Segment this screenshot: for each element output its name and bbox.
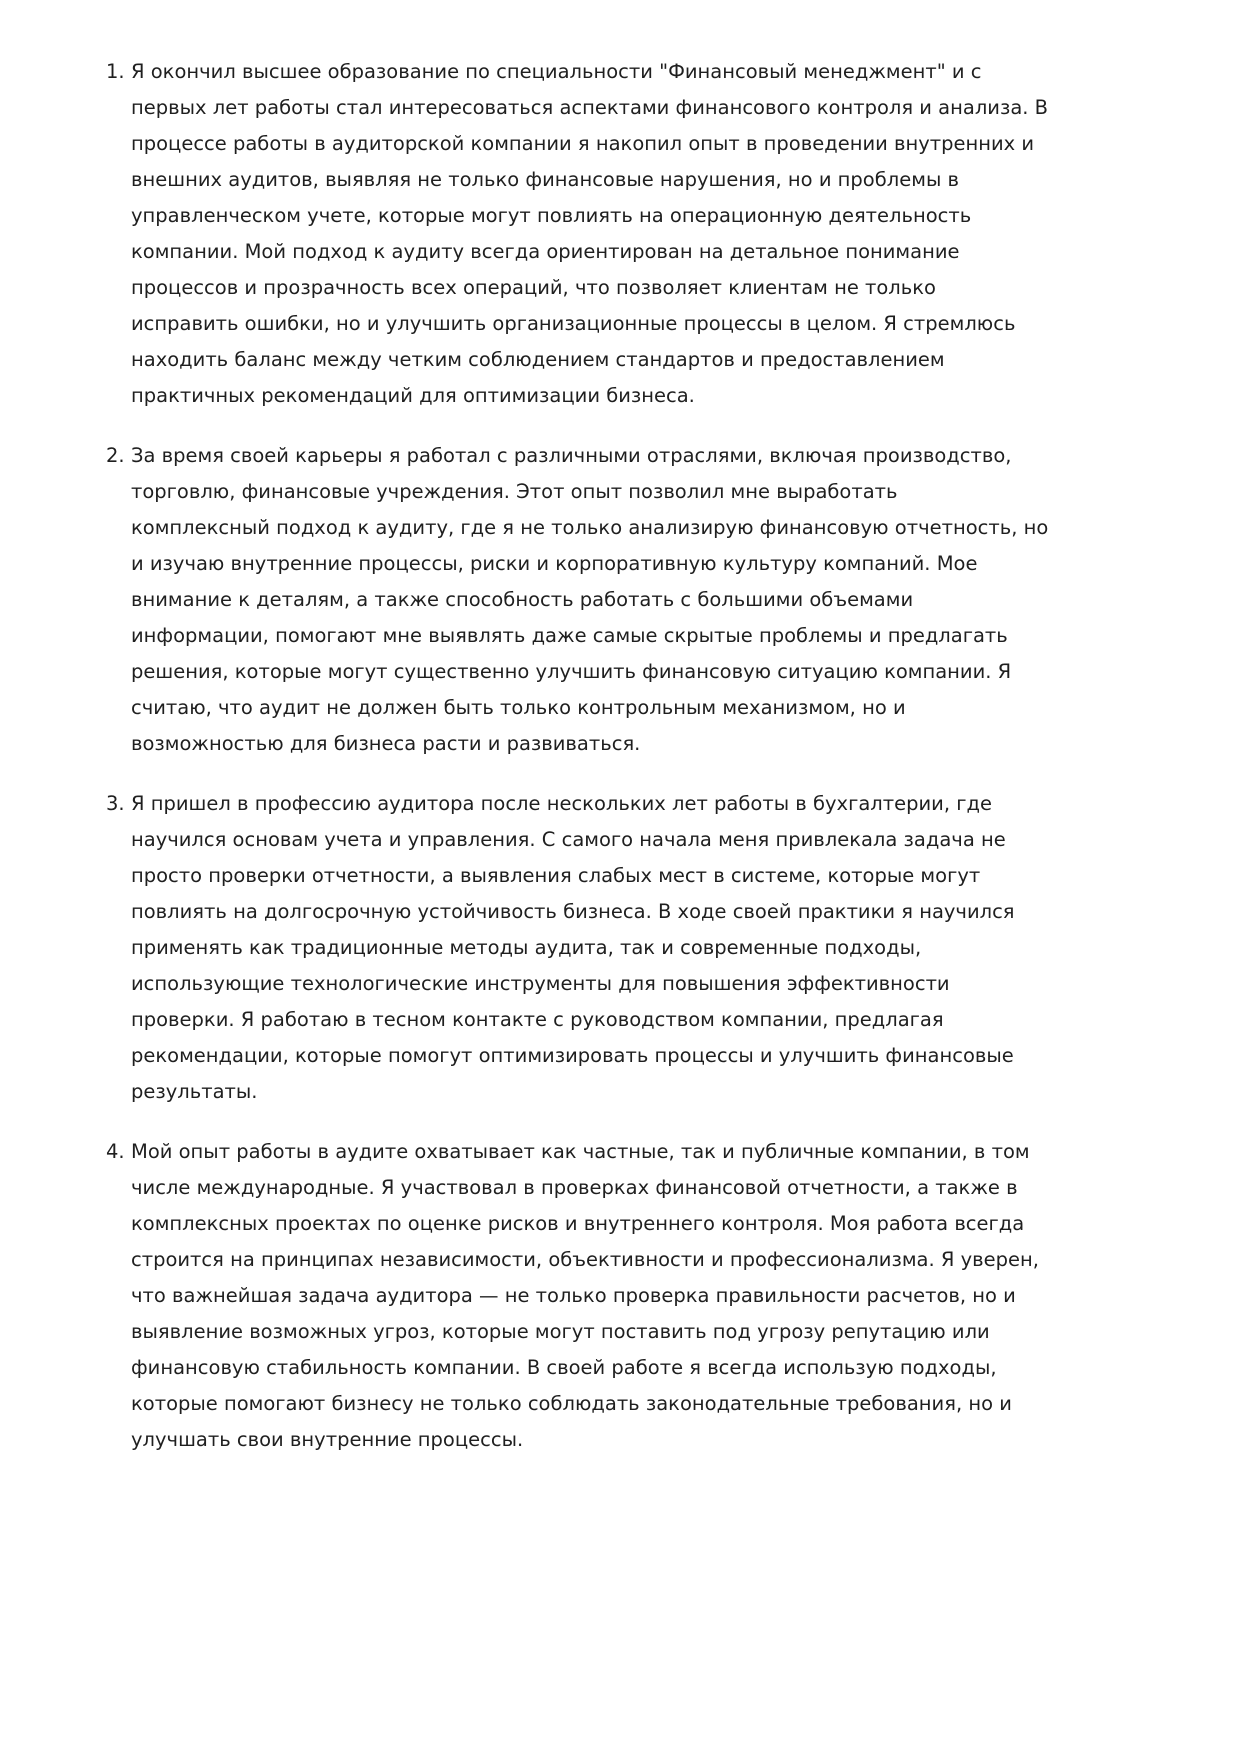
paragraph-line: и изучаю внутренние процессы, риски и корпоративную культуру компаний. Мое bbox=[131, 552, 978, 575]
paragraph-line: выявление возможных угроз, которые могут поставить под угрозу репутацию или bbox=[131, 1320, 990, 1343]
paragraph-line: научился основам учета и управления. С самого начала меня привлекала задача не bbox=[131, 828, 1006, 851]
paragraph-line: первых лет работы стал интересоваться аспектами финансового контроля и анализа. В bbox=[131, 96, 1049, 119]
paragraph-line: находить баланс между четким соблюдением стандартов и предоставлением bbox=[131, 348, 945, 371]
paragraph-line: За время своей карьеры я работал с различными отраслями, включая производство, bbox=[131, 444, 1012, 467]
paragraph-line: проверки. Я работаю в тесном контакте с руководством компании, предлагая bbox=[131, 1008, 944, 1031]
paragraph-line: просто проверки отчетности, а выявления слабых мест в системе, которые могут bbox=[131, 864, 981, 887]
list-number: 2. bbox=[106, 444, 125, 467]
paragraph-line: информации, помогают мне выявлять даже самые скрытые проблемы и предлагать bbox=[131, 624, 1008, 647]
paragraph-line: компании. Мой подход к аудиту всегда ориентирован на детальное понимание bbox=[131, 240, 960, 263]
list-number: 1. bbox=[106, 60, 125, 83]
paragraph-line: комплексный подход к аудиту, где я не только анализирую финансовую отчетность, но bbox=[131, 516, 1049, 539]
paragraph-line: управленческом учете, которые могут повлиять на операционную деятельность bbox=[131, 204, 972, 227]
paragraph-line: Я пришел в профессию аудитора после нескольких лет работы в бухгалтерии, где bbox=[131, 792, 992, 815]
paragraph-line: использующие технологические инструменты для повышения эффективности bbox=[131, 972, 950, 995]
paragraph-line: внешних аудитов, выявляя не только финансовые нарушения, но и проблемы в bbox=[131, 168, 960, 191]
paragraph-line: которые помогают бизнесу не только соблюдать законодательные требования, но и bbox=[131, 1392, 1012, 1415]
numbered-list bbox=[0, 54, 1239, 1482]
paragraph-line: улучшать свои внутренние процессы. bbox=[131, 1428, 524, 1451]
paragraph-line: считаю, что аудит не должен быть только контрольным механизмом, но и bbox=[131, 696, 906, 719]
paragraph-line: повлиять на долгосрочную устойчивость бизнеса. В ходе своей практики я научился bbox=[131, 900, 1015, 923]
paragraph-line: процессе работы в аудиторской компании я накопил опыт в проведении внутренних и bbox=[131, 132, 1035, 155]
list-number: 3. bbox=[106, 792, 125, 815]
paragraph-line: практичных рекомендаций для оптимизации бизнеса. bbox=[131, 384, 695, 407]
list-number: 4. bbox=[106, 1140, 125, 1163]
paragraph-line: исправить ошибки, но и улучшить организационные процессы в целом. Я стремлюсь bbox=[131, 312, 1016, 335]
paragraph-line: торговлю, финансовые учреждения. Этот опыт позволил мне выработать bbox=[131, 480, 898, 503]
paragraph-line: возможностью для бизнеса расти и развиваться. bbox=[131, 732, 641, 755]
list-item bbox=[0, 438, 1239, 762]
paragraph-line: применять как традиционные методы аудита, так и современные подходы, bbox=[131, 936, 922, 959]
paragraph-line: Мой опыт работы в аудите охватывает как частные, так и публичные компании, в том bbox=[131, 1140, 1030, 1163]
paragraph-line: строится на принципах независимости, объективности и профессионализма. Я уверен, bbox=[131, 1248, 1039, 1271]
paragraph-line: решения, которые могут существенно улучшить финансовую ситуацию компании. Я bbox=[131, 660, 1012, 683]
paragraph-line: комплексных проектах по оценке рисков и внутреннего контроля. Моя работа всегда bbox=[131, 1212, 1025, 1235]
list-item bbox=[0, 1134, 1239, 1458]
paragraph-line: результаты. bbox=[131, 1080, 258, 1103]
paragraph-line: внимание к деталям, а также способность работать с большими объемами bbox=[131, 588, 914, 611]
paragraph-line: Я окончил высшее образование по специальности "Финансовый менеджмент" и с bbox=[131, 60, 982, 83]
paragraph-line: числе международные. Я участвовал в проверках финансовой отчетности, а также в bbox=[131, 1176, 1018, 1199]
paragraph-line: процессов и прозрачность всех операций, что позволяет клиентам не только bbox=[131, 276, 936, 299]
list-item bbox=[0, 54, 1239, 414]
paragraph-line: финансовую стабильность компании. В своей работе я всегда использую подходы, bbox=[131, 1356, 997, 1379]
paragraph-line: рекомендации, которые помогут оптимизировать процессы и улучшить финансовые bbox=[131, 1044, 1014, 1067]
list-item bbox=[0, 786, 1239, 1110]
paragraph-line: что важнейшая задача аудитора — не только проверка правильности расчетов, но и bbox=[131, 1284, 1016, 1307]
